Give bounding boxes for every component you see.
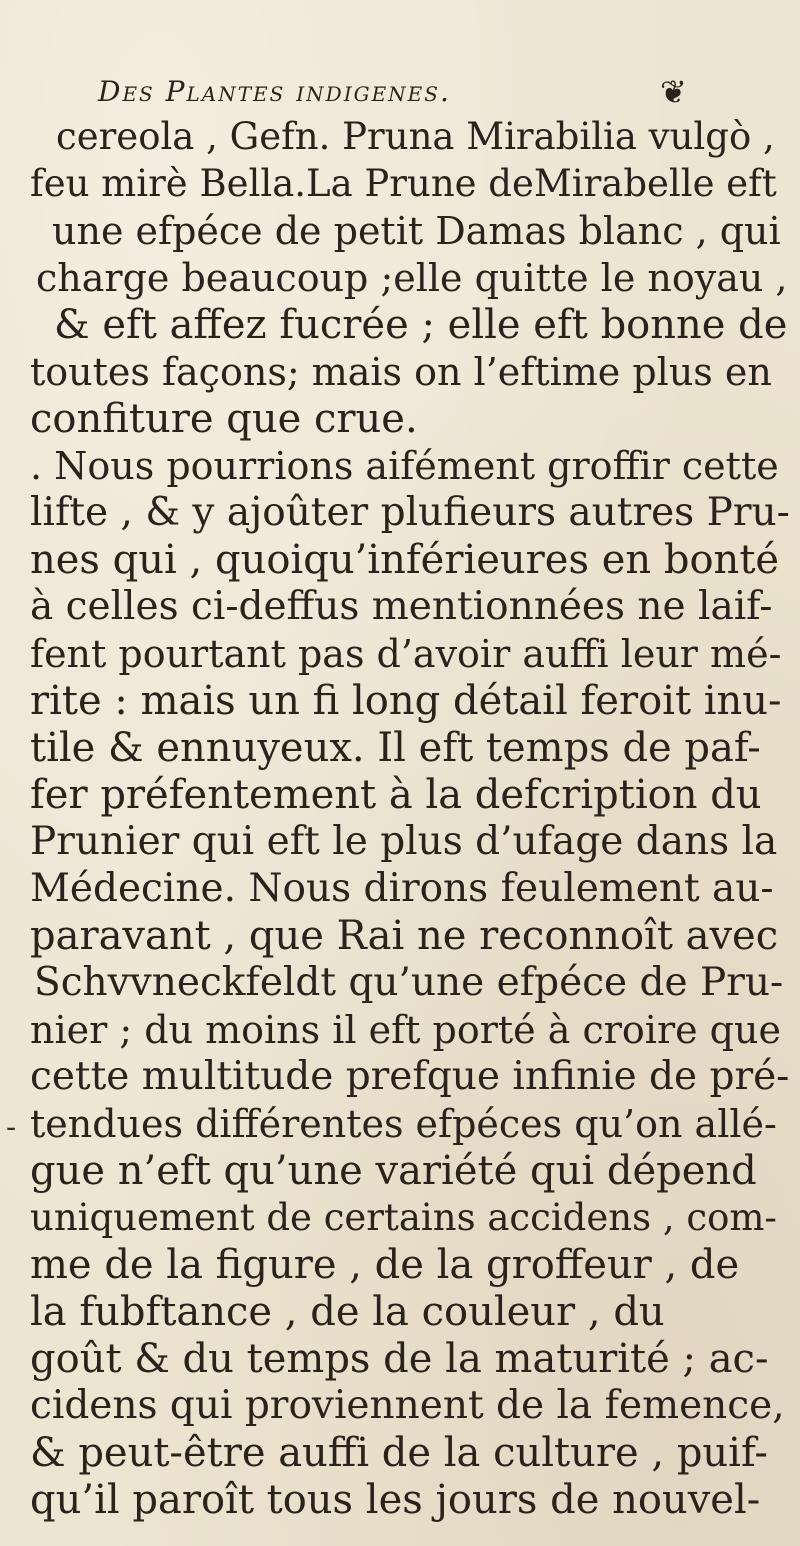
text-line-5: & eft affez fucrée ; elle eft bonne de [54,302,788,348]
text-line-11: à celles ci-deffus mentionnées ne laif- [30,584,773,629]
text-line-9: lifte , & y ajoûter plufieurs autres Pru- [30,490,790,535]
text-line-7: confiture que crue. [30,396,418,442]
text-line-10: nes qui , quoiqu’inférieures en bonté [30,537,780,583]
text-line-19: Schvvneckfeldt qu’une efpéce de Pru- [34,960,784,1005]
printer-ornament: ❦ [660,73,687,111]
text-line-8: . Nous pourrions aifément groffir cette [30,444,779,488]
text-line-25: me de la figure , de la groffeur , de [30,1242,740,1288]
text-line-2: feu mirè Bella.La Prune deMirabelle eft [30,162,777,205]
margin-mark: - [6,1110,17,1145]
text-line-21: cette multitude prefque infinie de pré- [30,1054,790,1099]
text-line-15: fer préfentement à la defcription du [30,772,762,818]
text-line-1: cereola , Gefn. Pruna Mirabilia vulgò , [56,115,775,158]
text-line-28: cidens qui proviennent de la femence, [30,1383,785,1428]
text-line-22: tendues différentes efpéces qu’on allé- [30,1102,777,1146]
text-line-27: goût & du temps de la maturité ; ac- [30,1336,769,1382]
text-line-6: toutes façons; mais on l’eftime plus en [30,350,772,394]
text-line-26: la fubftance , de la couleur , du [30,1289,665,1335]
text-line-23: gue n’eft qu’une variété qui dépend [30,1148,757,1194]
text-line-29: & peut-être auffi de la culture , puif- [30,1430,768,1476]
text-line-16: Prunier qui eft le plus d’ufage dans la [30,819,778,864]
text-line-12: fent pourtant pas d’avoir auffi leur mé- [30,632,782,676]
text-line-4: charge beaucoup ;elle quitte le noyau , [36,256,788,300]
text-line-20: nier ; du moins il eft porté à croire que [30,1008,781,1052]
text-line-13: rite : mais un fi long détail feroit inu- [30,678,782,724]
running-head: Des Plantes indigenes. [98,75,451,108]
text-line-14: tile & ennuyeux. Il eft temps de paf- [30,725,761,771]
text-line-3: une efpéce de petit Damas blanc , qui [52,209,781,253]
text-line-18: paravant , que Rai ne reconnoît avec [30,913,779,959]
text-line-30: qu’il paroît tous les jours de nouvel- [30,1477,761,1523]
text-line-24: uniquement de certains accidens , com- [30,1196,777,1239]
text-line-17: Médecine. Nous dirons feulement au- [30,866,774,911]
